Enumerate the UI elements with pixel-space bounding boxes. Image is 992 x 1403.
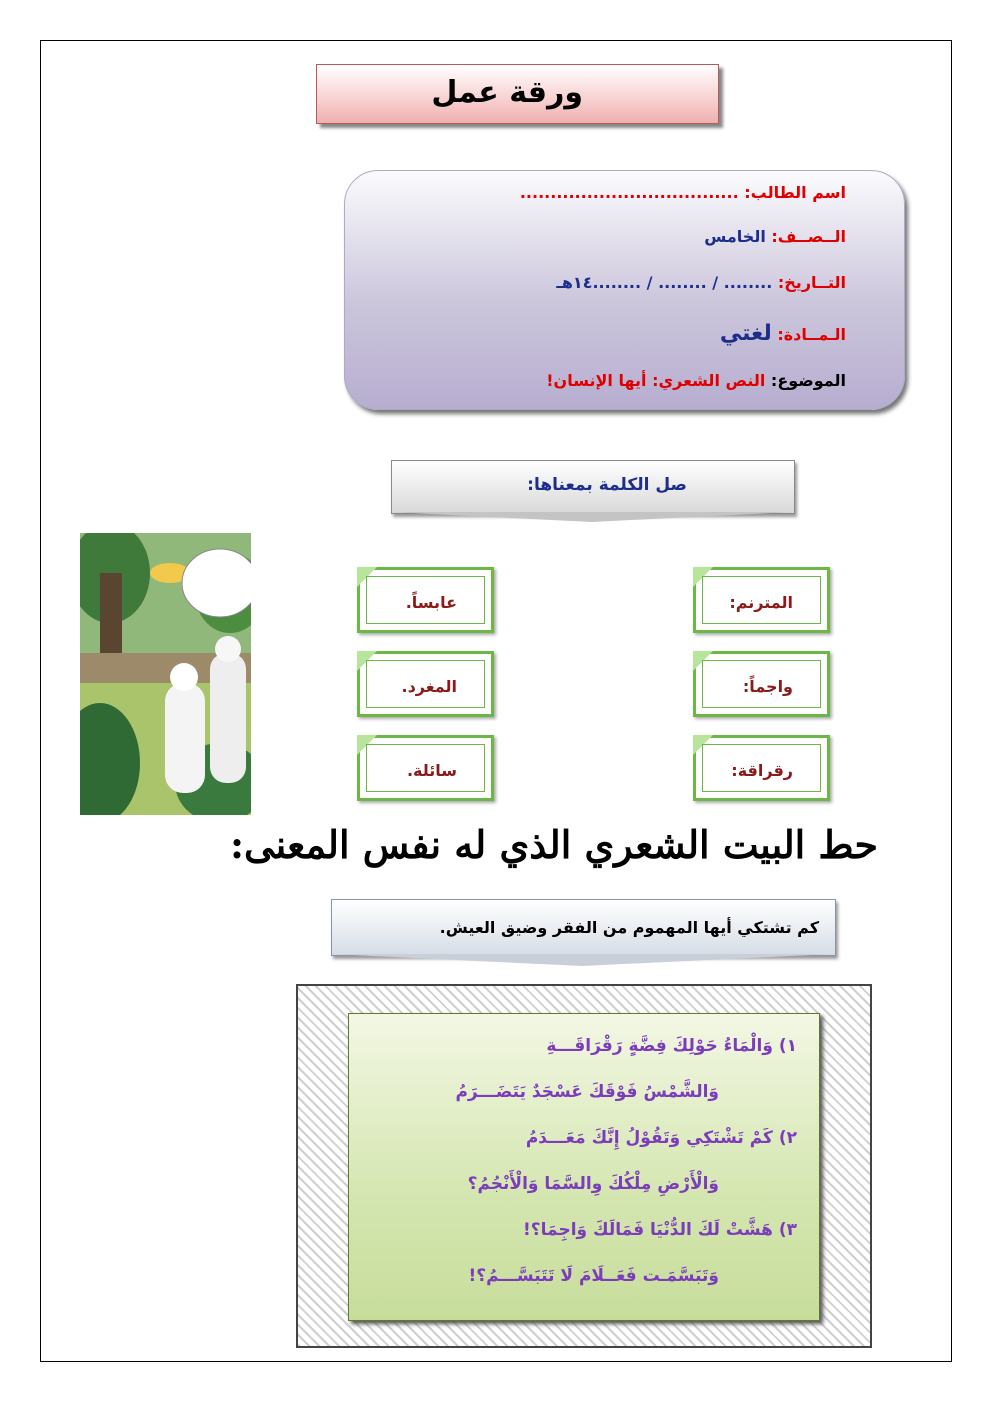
student-name-blank[interactable]: .................................... bbox=[519, 183, 739, 202]
poem-line-3[interactable]: ٢) كَمْ تَشْتَكِي وَتَقُوْلُ إِنَّكَ مَعَـــدَمُ bbox=[525, 1128, 797, 1148]
class-label: الــصــف: bbox=[771, 227, 846, 246]
word-card-right-3[interactable] bbox=[693, 735, 830, 801]
word-right-1: المترنم: bbox=[729, 593, 793, 612]
word-left-2: المغرد. bbox=[401, 677, 457, 696]
poem-line-2[interactable]: وَالشَّمْسُ فَوْقَكَ عَسْجَدٌ يَتَضَـــرَمُ bbox=[455, 1082, 719, 1102]
word-card-left-3[interactable] bbox=[357, 735, 494, 801]
poem-line-6[interactable]: وَتَبَسَّمَـت فَعَــلَامَ لَا تَتَبَسَّـــمُ؟! bbox=[468, 1266, 719, 1286]
verse-meaning: كم تشتكي أيها المهموم من الفقر وضيق العيش. bbox=[439, 918, 819, 937]
topic-label: الموضوع: bbox=[770, 371, 846, 390]
subject-row bbox=[720, 321, 846, 346]
poem-line-5[interactable]: ٣) هَشَّتْ لَكَ الدُّنْيَا فَمَالَكَ وَاجِمَا؟! bbox=[523, 1220, 797, 1240]
poem-decorative-frame bbox=[296, 984, 872, 1348]
verse-meaning-box bbox=[331, 899, 836, 956]
date-label: التــاريخ: bbox=[777, 273, 846, 292]
word-left-1: عابساً. bbox=[405, 593, 457, 612]
topic-value: النص الشعري: أيها الإنسان! bbox=[546, 371, 766, 390]
verse-meaning-arrow bbox=[331, 954, 833, 966]
word-card-right-2[interactable] bbox=[693, 651, 830, 717]
student-info-box bbox=[344, 170, 905, 410]
class-value: الخامس bbox=[704, 227, 766, 246]
student-name-label: اسم الطالب: bbox=[744, 183, 846, 202]
poem-box bbox=[348, 1013, 820, 1321]
match-instruction-box bbox=[391, 460, 795, 514]
subject-value: لغتي bbox=[719, 321, 772, 346]
word-card-right-1[interactable] bbox=[693, 567, 830, 633]
word-right-3: رقراقة: bbox=[731, 761, 793, 780]
topic-row bbox=[546, 371, 846, 390]
match-instruction-arrow bbox=[391, 512, 793, 522]
poem-line-4[interactable]: وَالْأَرْضِ مِلْكُكَ وِالسَّمَا وَالْأَنْجُمُ؟ bbox=[467, 1174, 719, 1194]
word-card-left-1[interactable] bbox=[357, 567, 494, 633]
word-left-3: سائلة. bbox=[406, 761, 457, 780]
illustration-image bbox=[80, 533, 251, 815]
subject-label: الـمــادة: bbox=[777, 325, 846, 344]
date-value[interactable]: ........ / ........ / ........١٤هـ bbox=[556, 273, 773, 292]
word-right-2: واجماً: bbox=[742, 677, 793, 696]
worksheet-title: ورقة عمل bbox=[431, 75, 583, 110]
word-card-left-2[interactable] bbox=[357, 651, 494, 717]
date-row bbox=[556, 273, 846, 292]
class-row bbox=[704, 227, 846, 246]
section-heading: حط البيت الشعري الذي له نفس المعنى: bbox=[229, 822, 878, 867]
worksheet-title-box bbox=[316, 64, 719, 124]
poem-line-1[interactable]: ١) وَالْمَاءُ حَوْلِكَ فِضَّةٍ رَقْرَاقَـــةِ bbox=[546, 1036, 797, 1056]
student-name-row bbox=[520, 183, 846, 202]
match-instruction: صل الكلمة بمعناها: bbox=[527, 475, 687, 495]
